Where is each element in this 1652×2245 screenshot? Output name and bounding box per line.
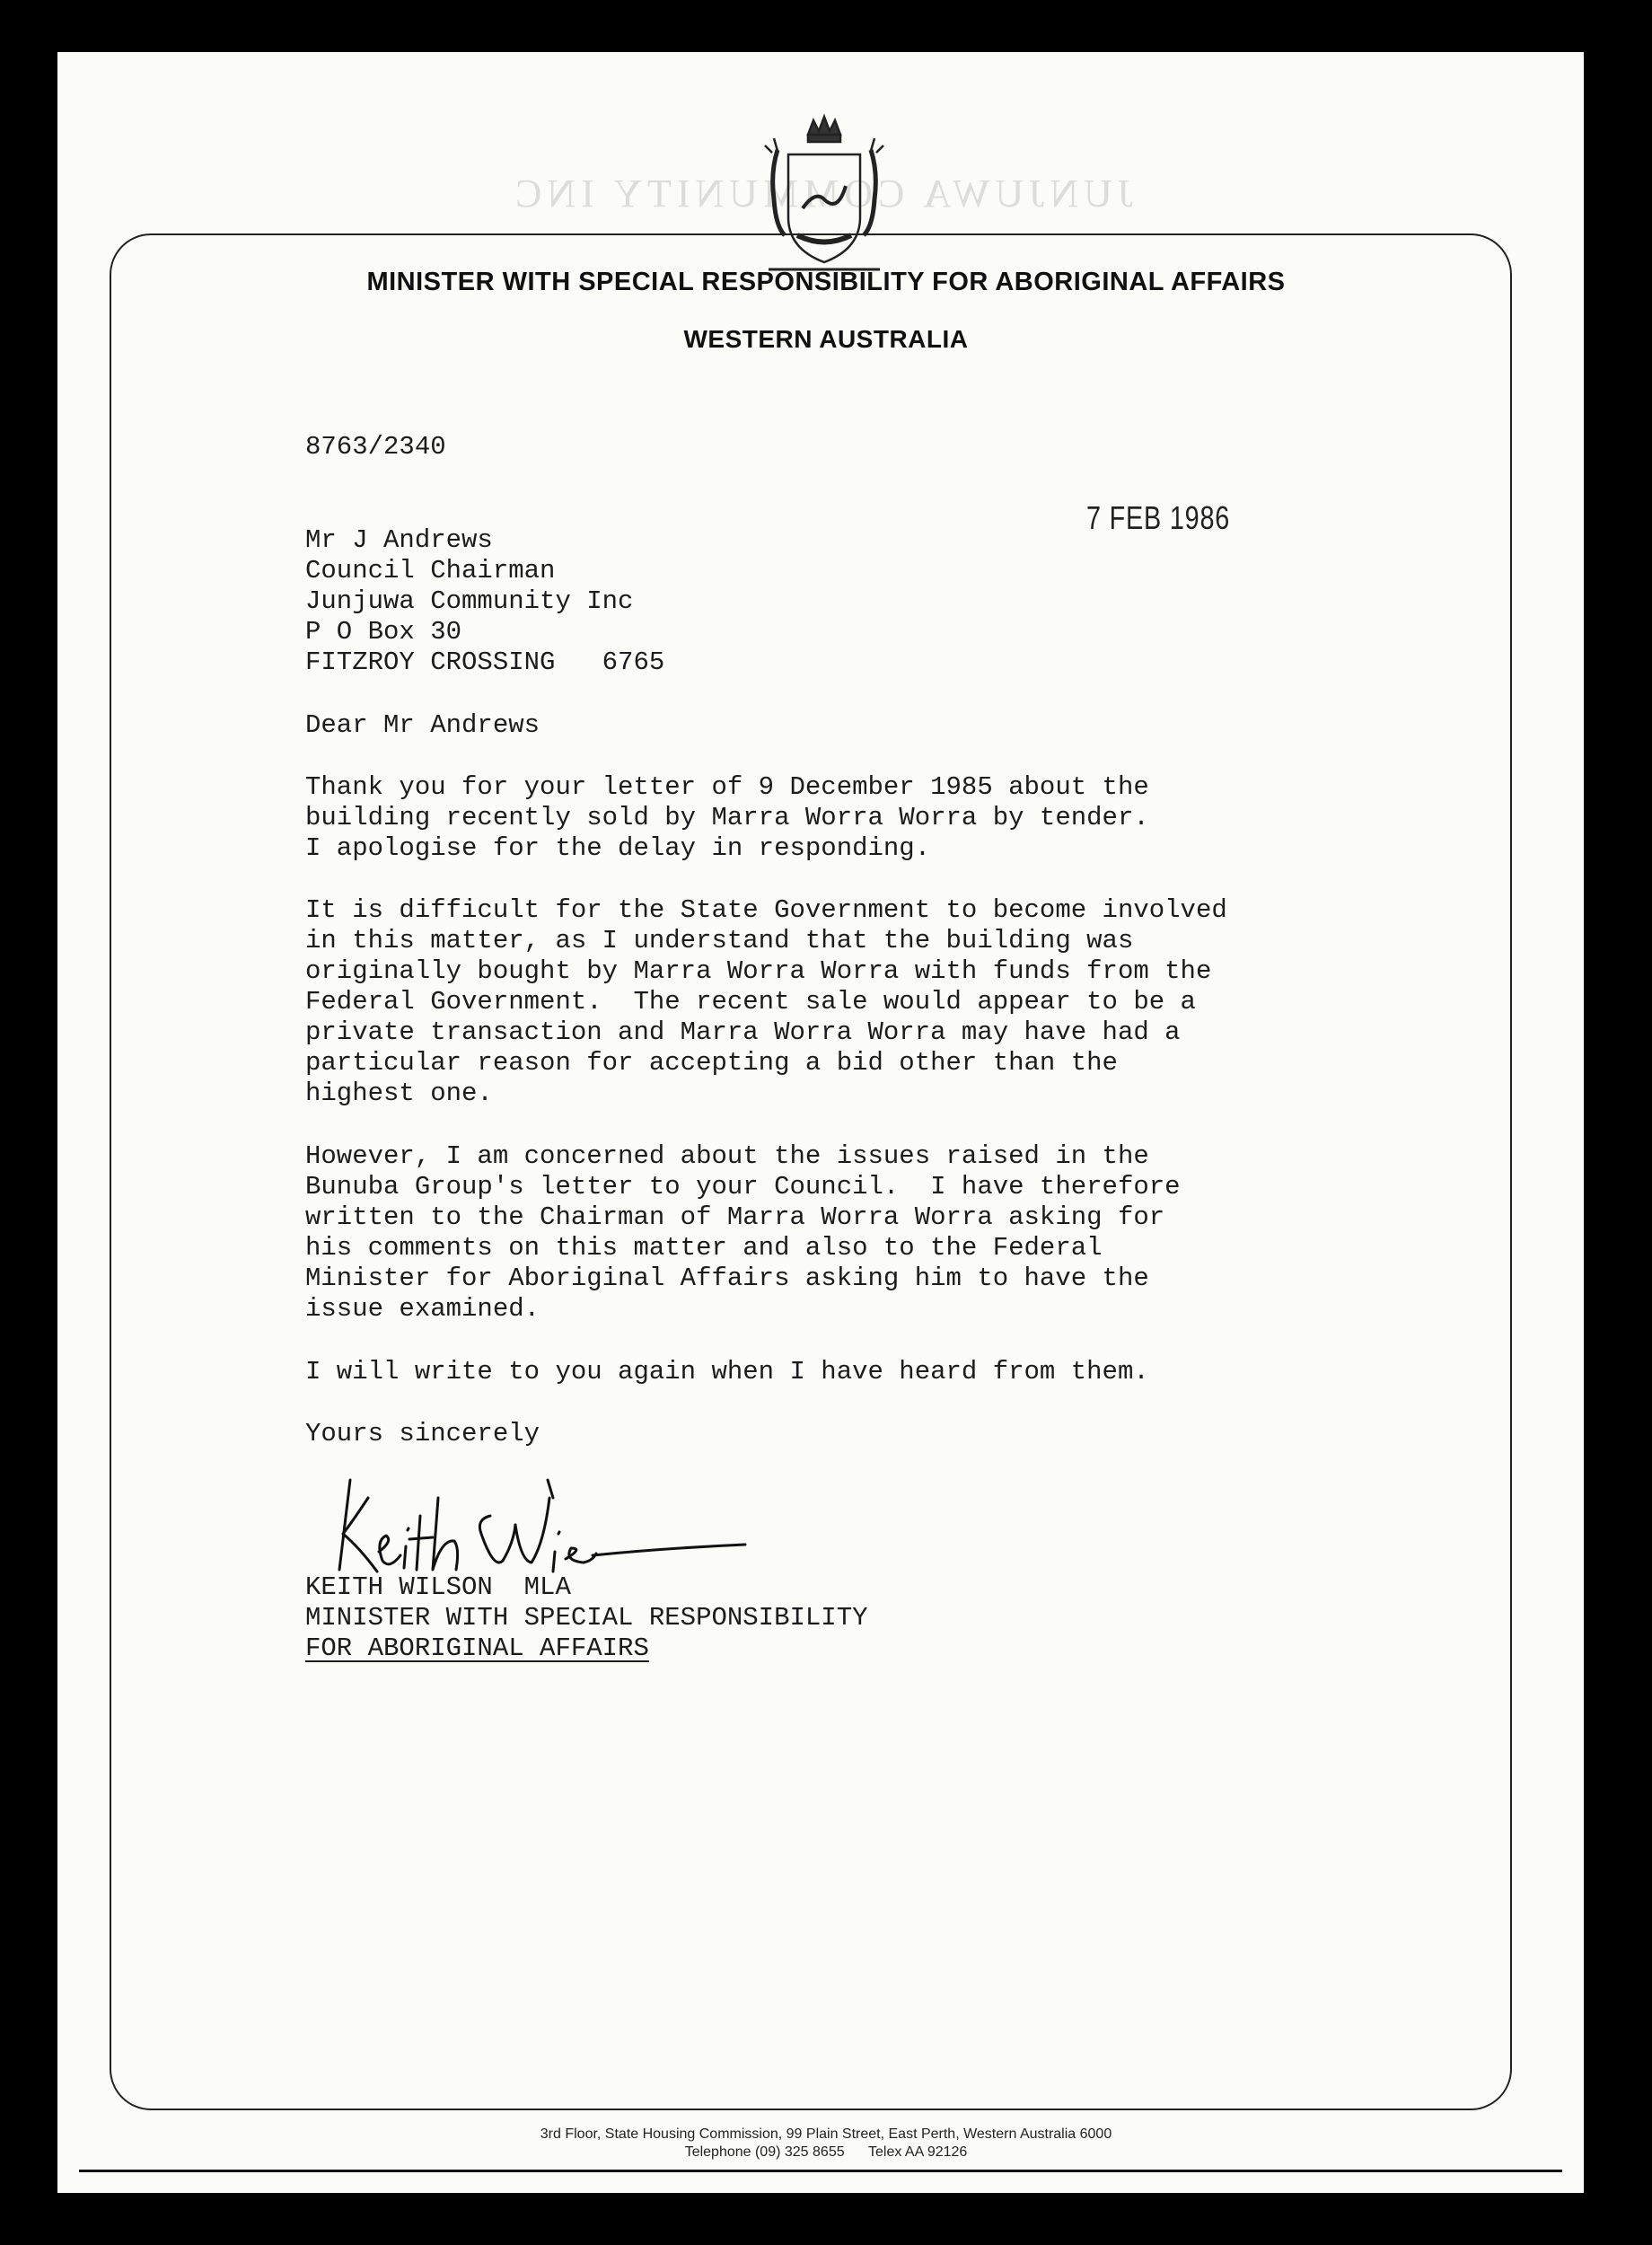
body-line: in this matter, as I understand that the building was [305, 926, 1134, 955]
body-line: However, I am concerned about the issues raised in the [305, 1141, 1149, 1171]
body-line: highest one. [305, 1078, 493, 1108]
letterhead-state: WESTERN AUSTRALIA [683, 325, 969, 353]
body-line: written to the Chairman of Marra Worra Worra asking for [305, 1202, 1165, 1232]
footer-contact: Telephone (09) 325 8655 Telex AA 92126 [684, 2144, 968, 2160]
body-line: particular reason for accepting a bid other than the [305, 1048, 1118, 1078]
body-line: Bunuba Group's letter to your Council. I have therefore [305, 1172, 1181, 1202]
recipient-title: Council Chairman [305, 556, 556, 585]
body-line: building recently sold by Marra Worra Worra by tender. [305, 803, 1149, 832]
recipient-organisation: Junjuwa Community Inc [305, 586, 634, 616]
body-line: I will write to you again when I have heard from them. [305, 1357, 1149, 1387]
salutation: Dear Mr Andrews [305, 710, 540, 740]
body-line: Federal Government. The recent sale would appear to be a [305, 987, 1196, 1017]
body-line: It is difficult for the State Government to become involved [305, 895, 1227, 925]
closing: Yours sincerely [305, 1419, 540, 1448]
date-stamp: 7 FEB 1986 [1086, 499, 1231, 536]
reference-number: 8763/2340 [305, 432, 446, 462]
signatory-position: MINISTER WITH SPECIAL RESPONSIBILITY [305, 1603, 868, 1633]
recipient-address-line: P O Box 30 [305, 617, 462, 647]
body-line: Minister for Aboriginal Affairs asking him to have the [305, 1263, 1149, 1293]
coat-of-arms-crest [752, 101, 896, 280]
body-line: I apologise for the delay in responding. [305, 833, 931, 863]
footer-rule [79, 2170, 1562, 2172]
body-line: Thank you for your letter of 9 December 1985 about the [305, 772, 1149, 802]
footer-address: 3rd Floor, State Housing Commission, 99 Plain Street, East Perth, Western Australia 6000 [540, 2126, 1112, 2142]
letterhead-title: MINISTER WITH SPECIAL RESPONSIBILITY FOR ABORIGINAL AFFAIRS [366, 268, 1286, 296]
signatory-position-line2: FOR ABORIGINAL AFFAIRS [305, 1633, 649, 1663]
body-line: his comments on this matter and also to the Federal [305, 1233, 1103, 1263]
body-line: issue examined. [305, 1294, 540, 1324]
recipient-name: Mr J Andrews [305, 525, 493, 555]
recipient-town-postcode: FITZROY CROSSING 6765 [305, 647, 665, 677]
signatory-name: KEITH WILSON MLA [305, 1572, 571, 1602]
body-line: private transaction and Marra Worra Worra may have had a [305, 1017, 1181, 1047]
body-line: originally bought by Marra Worra Worra with funds from the [305, 956, 1212, 986]
show-through-text: JUNJUWA COMMUNITY INC [510, 172, 1133, 216]
